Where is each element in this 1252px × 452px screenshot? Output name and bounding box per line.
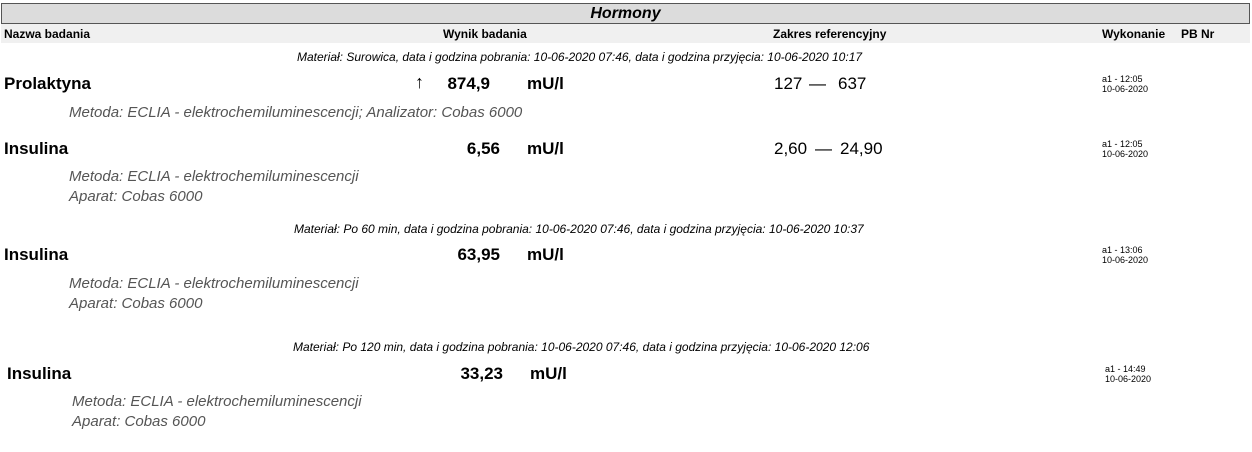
header-reference: Zakres referencyjny [773,27,887,41]
test-name-insulin: Insulina [4,245,69,264]
execution-time: a1 - 12:05 [1102,139,1143,149]
method-line: Metoda: ECLIA - elektrochemiluminescencji [69,168,359,185]
result-value: 6,56 [466,139,500,158]
method-line: Metoda: ECLIA - elektrochemiluminescencji [69,275,359,292]
execution-date: 10-06-2020 [1105,374,1152,384]
material-line-serum: Materiał: Surowica, data i godzina pobrania: 10-06-2020 07:46, data i godzina przyjęcia: 10-06-2020 10:17 [297,50,863,64]
execution-info [1102,245,1148,265]
column-header-row [1,24,1250,43]
result-unit: mU/l [527,139,564,158]
method-line: Metoda: ECLIA - elektrochemiluminescencji [72,393,362,410]
reference-dash: — [815,139,832,158]
reference-low: 127 [774,74,803,93]
execution-info [1102,139,1148,159]
reference-high: 24,90 [840,139,883,158]
result-unit: mU/l [527,245,564,264]
execution-time: a1 - 13:06 [1102,245,1143,255]
result-unit: mU/l [527,74,564,93]
device-line: Aparat: Cobas 6000 [69,188,203,205]
device-line: Aparat: Cobas 6000 [69,295,203,312]
method-line: Metoda: ECLIA - elektrochemiluminescencji; Analizator: Cobas 6000 [69,104,523,121]
material-line-120min: Materiał: Po 120 min, data i godzina pobrania: 10-06-2020 07:46, data i godzina przyjęcia: 10-06-2020 12:06 [293,340,870,354]
test-name-insulin: Insulina [4,139,69,158]
execution-time: a1 - 12:05 [1102,74,1143,84]
execution-date: 10-06-2020 [1102,255,1149,265]
result-value: 63,95 [457,245,500,264]
test-name-insulin: Insulina [7,364,72,383]
reference-low: 2,60 [774,139,808,158]
result-value: 874,9 [447,74,490,93]
header-execution: Wykonanie [1102,27,1166,41]
high-flag-arrow-icon: ↑ [415,72,424,92]
reference-high: 637 [838,74,867,93]
execution-date: 10-06-2020 [1102,149,1149,159]
test-name-prolactin: Prolaktyna [4,74,91,93]
material-line-60min: Materiał: Po 60 min, data i godzina pobrania: 10-06-2020 07:46, data i godzina przyjęcia: 10-06-2020 10:37 [294,222,864,236]
execution-info [1105,364,1151,384]
result-value: 33,23 [460,364,503,383]
section-title: Hormony [1,3,1250,24]
execution-date: 10-06-2020 [1102,84,1149,94]
device-line: Aparat: Cobas 6000 [72,413,206,430]
reference-dash: — [809,74,826,93]
execution-time: a1 - 14:49 [1105,364,1146,374]
header-result: Wynik badania [443,27,527,41]
header-pb-nr: PB Nr [1181,27,1215,41]
result-unit: mU/l [530,364,567,383]
execution-info [1102,74,1148,94]
header-test-name: Nazwa badania [4,27,91,41]
